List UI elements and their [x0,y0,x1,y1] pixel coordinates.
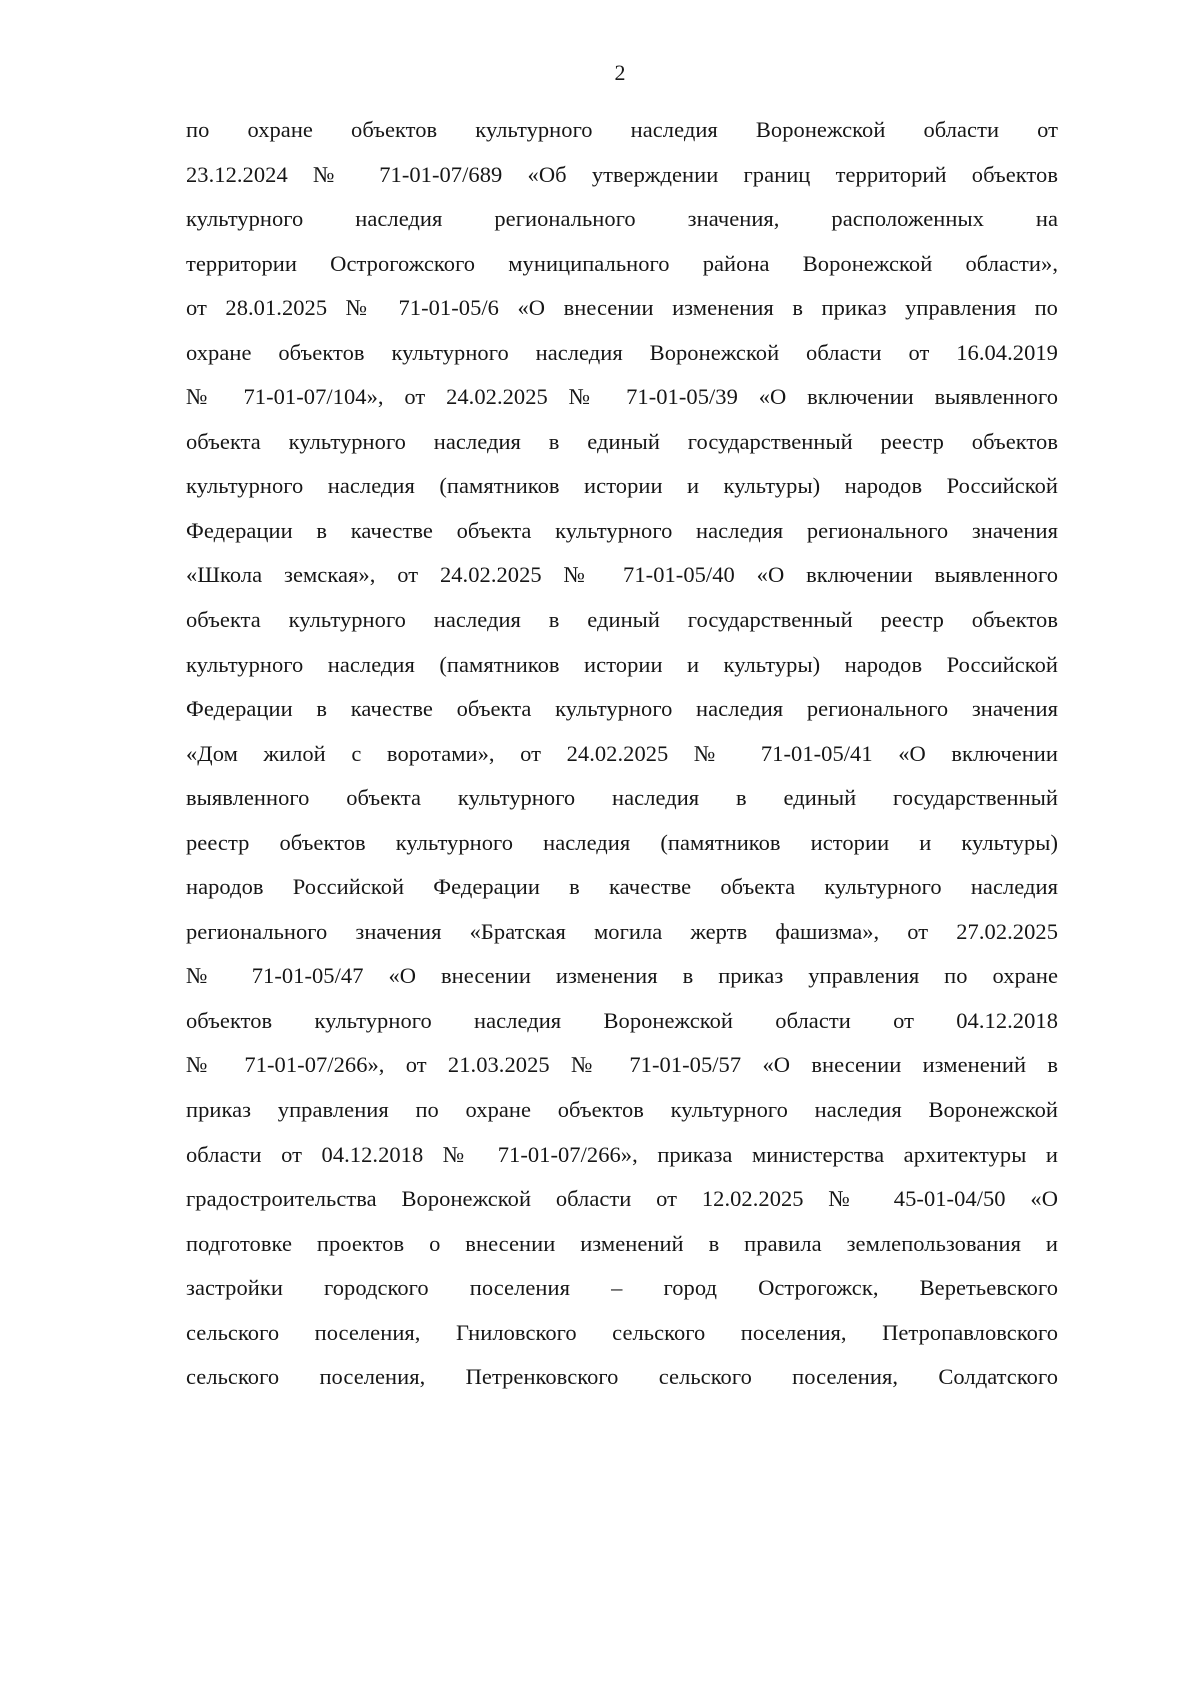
text-line: народов Российской Федерации в качестве объекта культурного наследия [186,874,1058,900]
text-line: сельского поселения, Петренковского сельского поселения, Солдатского [186,1364,1058,1390]
text-line: территории Острогожского муниципального района Воронежской области», [186,250,1058,276]
text-line: объектов культурного наследия Воронежской области от 04.12.2018 [186,1007,1058,1033]
text-line: объекта культурного наследия в единый государственный реестр объектов [186,428,1058,454]
text-line: области от 04.12.2018 № 71-01-07/266», приказа министерства архитектуры и [186,1141,1058,1167]
page-number: 2 [614,60,626,85]
text-line: охране объектов культурного наследия Воронежской области от 16.04.2019 [186,339,1058,365]
text-line: № 71-01-05/47 «О внесении изменения в приказ управления по охране [186,963,1058,989]
text-line: застройки городского поселения – город Острогожск, Веретьевского [186,1275,1058,1301]
text-line: Федерации в качестве объекта культурного наследия регионального значения [186,696,1058,722]
text-line: объекта культурного наследия в единый государственный реестр объектов [186,607,1058,633]
text-line: градостроительства Воронежской области от 12.02.2025 № 45-01-04/50 «О [186,1186,1058,1212]
text-line: выявленного объекта культурного наследия в единый государственный [186,785,1058,811]
text-line: 23.12.2024 № 71-01-07/689 «Об утверждении границ территорий объектов [186,161,1058,187]
text-line: культурного наследия регионального значения, расположенных на [186,206,1058,232]
text-line: культурного наследия (памятников истории и культуры) народов Российской [186,473,1058,499]
text-line: сельского поселения, Гниловского сельского поселения, Петропавловского [186,1319,1058,1345]
text-line: № 71-01-07/104», от 24.02.2025 № 71-01-05/39 «О включении выявленного [186,384,1058,410]
text-line: «Школа земская», от 24.02.2025 № 71-01-05/40 «О включении выявленного [186,562,1058,588]
text-line: от 28.01.2025 № 71-01-05/6 «О внесении изменения в приказ управления по [186,295,1058,321]
text-line: подготовке проектов о внесении изменений в правила землепользования и [186,1230,1058,1256]
text-line: «Дом жилой с воротами», от 24.02.2025 № 71-01-05/41 «О включении [186,740,1058,766]
text-line: Федерации в качестве объекта культурного наследия регионального значения [186,517,1058,543]
text-line: реестр объектов культурного наследия (памятников истории и культуры) [186,829,1058,855]
body-paragraph [186,112,1058,1404]
text-line: приказ управления по охране объектов культурного наследия Воронежской [186,1097,1058,1123]
text-line: регионального значения «Братская могила жертв фашизма», от 27.02.2025 [186,918,1058,944]
text-line: культурного наследия (памятников истории и культуры) народов Российской [186,651,1058,677]
text-line: № 71-01-07/266», от 21.03.2025 № 71-01-05/57 «О внесении изменений в [186,1052,1058,1078]
text-line: по охране объектов культурного наследия Воронежской области от [186,117,1058,142]
